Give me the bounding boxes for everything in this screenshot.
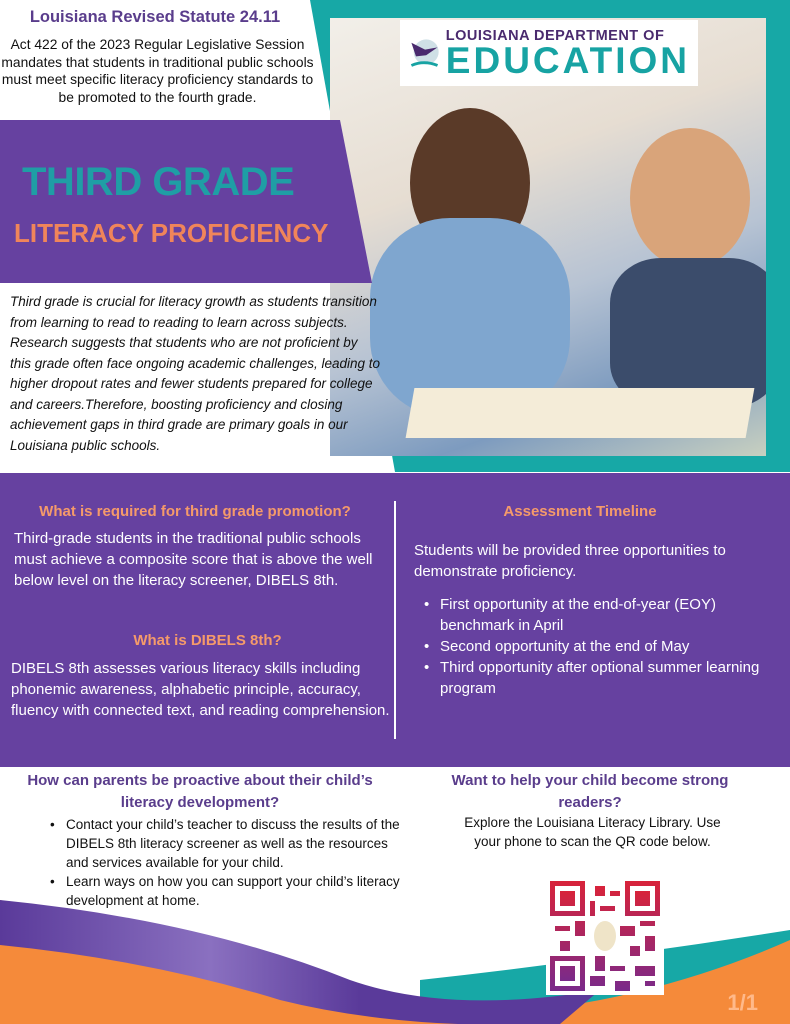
readers-heading: Want to help your child become strong readers? (451, 772, 729, 811)
timeline-item: • Third opportunity after optional summer learning program (414, 657, 779, 699)
timeline-list (414, 594, 779, 699)
qr-code[interactable] (546, 877, 664, 995)
info-section (0, 473, 790, 767)
column-divider (394, 501, 396, 739)
title-third-grade: THIRD GRADE (22, 160, 295, 204)
qr-code-icon (550, 881, 660, 991)
title-literacy-proficiency: LITERACY PROFICIENCY (14, 218, 329, 248)
timeline-item: • Second opportunity at the end of May (414, 636, 779, 657)
parents-item: • Contact your child’s teacher to discuss the results of the DIBELS 8th literacy screener as well as the resources and services available for your child. (40, 815, 410, 872)
ldoe-logo (400, 20, 698, 86)
page-number: 1/1 (727, 990, 758, 1015)
statute-title: Louisiana Revised Statute 24.11 (29, 8, 281, 26)
parents-list (40, 815, 410, 910)
timeline-intro: Students will be provided three opportunities to demonstrate proficiency. (414, 542, 726, 580)
parents-heading: How can parents be proactive about their child’s literacy development? (27, 772, 373, 811)
parents-item: • Learn ways on how you can support your child’s literacy development at home. (40, 872, 410, 910)
timeline-heading: Assessment Timeline (503, 503, 657, 520)
dibels-heading: What is DIBELS 8th? (133, 632, 282, 649)
statute-body: Act 422 of the 2023 Regular Legislative Session mandates that students in traditional public schools must meet specific literacy proficiency standards to be promoted to the fourth grade. (1, 37, 314, 105)
timeline-item: • First opportunity at the end-of-year (EOY) benchmark in April (414, 594, 779, 636)
logo-line2: EDUCATION (445, 40, 690, 81)
decorative-waves (0, 890, 790, 1024)
readers-body: Explore the Louisiana Literacy Library. Use your phone to scan the QR code below. (464, 815, 721, 849)
promotion-heading: What is required for third grade promotion? (39, 503, 351, 520)
intro-paragraph: Third grade is crucial for literacy growth as students transition from learning to read to reading to learn across subjects. Research suggests that students who are not proficient by this grade often face ongoing academic challenges, leading to higher dropout rates and fewer students prepared for college and careers.Therefore, boosting proficiency and closing achievement gaps in third grade are primary goals in our Louisiana public schools. (10, 294, 381, 453)
dibels-body: DIBELS 8th assesses various literacy skills including phonemic awareness, alphabetic principle, accuracy, fluency with connected text, and reading comprehension. (11, 660, 390, 719)
promotion-body: Third-grade students in the traditional public schools must achieve a composite score that is above the well below level on the literacy screener, DIBELS 8th. (14, 530, 373, 589)
pelican-book-icon (408, 25, 440, 81)
logo-line1: LOUISIANA DEPARTMENT OF (445, 28, 665, 44)
